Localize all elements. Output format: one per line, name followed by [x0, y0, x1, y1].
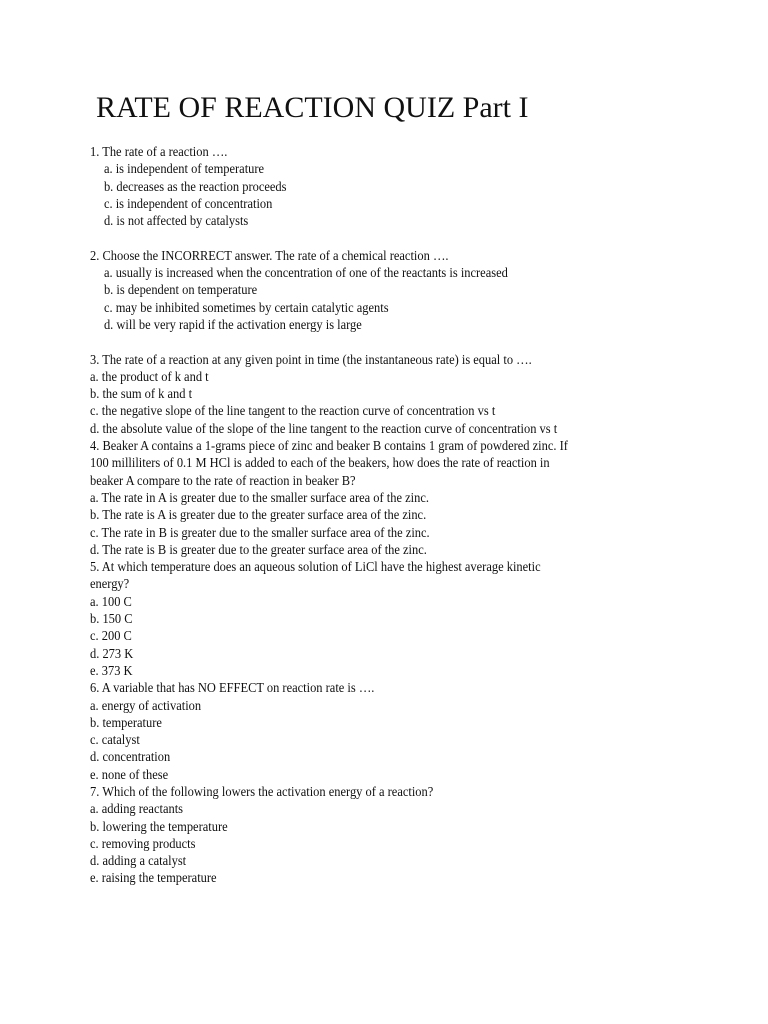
question-6: [90, 679, 680, 783]
question-4-option-a: a. The rate in A is greater due to the smaller surface area of the zinc.: [90, 489, 429, 505]
question-4-option-d: d. The rate is B is greater due to the greater surface area of the zinc.: [90, 541, 427, 557]
question-4-stem-line-1: 4. Beaker A contains a 1-grams piece of zinc and beaker B contains 1 gram of powdered zinc. If: [90, 438, 568, 454]
question-3-option-a: a. the product of k and t: [90, 368, 209, 384]
question-3-option-d: d. the absolute value of the slope of the line tangent to the reaction curve of concentration vs t: [90, 420, 558, 436]
question-7-option-a: a. adding reactants: [90, 801, 184, 817]
question-4-stem-line-2: 100 milliliters of 0.1 M HCl is added to each of the beakers, how does the rate of reaction in: [90, 455, 550, 471]
question-7-option-c: c. removing products: [90, 835, 196, 851]
question-5-option-b: b. 150 C: [90, 611, 133, 627]
question-6-option-d: d. concentration: [90, 749, 171, 765]
question-7: [90, 783, 680, 887]
quiz-body: [90, 143, 680, 887]
question-3-option-c: c. the negative slope of the line tangent to the reaction curve of concentration vs t: [90, 403, 496, 419]
question-5-stem-line-2: energy?: [90, 576, 130, 592]
question-3-stem: 3. The rate of a reaction at any given point in time (the instantaneous rate) is equal to ….: [90, 351, 532, 367]
quiz-title: RATE OF REACTION QUIZ Part I: [96, 91, 529, 124]
question-4-option-b: b. The rate is A is greater due to the greater surface area of the zinc.: [90, 507, 427, 523]
question-1-stem: 1. The rate of a reaction ….: [90, 144, 228, 159]
question-5-stem-line-1: 5. At which temperature does an aqueous solution of LiCl have the highest average kinetic: [90, 559, 541, 575]
question-6-option-c: c. catalyst: [90, 732, 140, 748]
question-1-option-d: d. is not affected by catalysts: [103, 213, 249, 229]
question-1-option-a: a. is independent of temperature: [103, 161, 265, 177]
question-7-option-d: d. adding a catalyst: [90, 853, 187, 869]
question-4-stem-line-3: beaker A compare to the rate of reaction in beaker B?: [90, 472, 356, 488]
question-7-option-b: b. lowering the temperature: [90, 818, 228, 834]
question-2-stem: 2. Choose the INCORRECT answer. The rate of a chemical reaction ….: [90, 247, 449, 263]
question-5-option-d: d. 273 K: [90, 645, 134, 661]
question-6-option-a: a. energy of activation: [90, 697, 202, 713]
spacer: [90, 333, 680, 350]
question-5-option-e: e. 373 K: [90, 662, 133, 678]
question-4-option-c: c. The rate in B is greater due to the smaller surface area of the zinc.: [90, 524, 430, 540]
question-2-option-b: b. is dependent on temperature: [103, 282, 258, 298]
question-4: [90, 437, 680, 558]
question-6-stem: 6. A variable that has NO EFFECT on reaction rate is ….: [90, 680, 375, 696]
question-2-option-d: d. will be very rapid if the activation energy is large: [103, 316, 362, 332]
question-3-option-b: b. the sum of k and t: [90, 386, 193, 402]
question-2-option-a: a. usually is increased when the concentration of one of the reactants is increased: [103, 265, 508, 281]
question-5-option-a: a. 100 C: [90, 593, 132, 609]
question-1: [90, 143, 680, 229]
question-7-option-e: e. raising the temperature: [90, 870, 217, 886]
question-6-option-e: e. none of these: [90, 766, 169, 782]
question-3: [90, 351, 680, 437]
question-6-option-b: b. temperature: [90, 714, 162, 730]
question-2-option-c: c. may be inhibited sometimes by certain catalytic agents: [103, 299, 389, 315]
question-1-option-c: c. is independent of concentration: [103, 195, 273, 211]
question-7-stem: 7. Which of the following lowers the activation energy of a reaction?: [90, 783, 434, 799]
question-5: [90, 558, 680, 679]
question-5-option-c: c. 200 C: [90, 628, 132, 644]
spacer: [90, 229, 680, 246]
question-1-option-b: b. decreases as the reaction proceeds: [103, 178, 287, 194]
question-2: [90, 247, 680, 333]
